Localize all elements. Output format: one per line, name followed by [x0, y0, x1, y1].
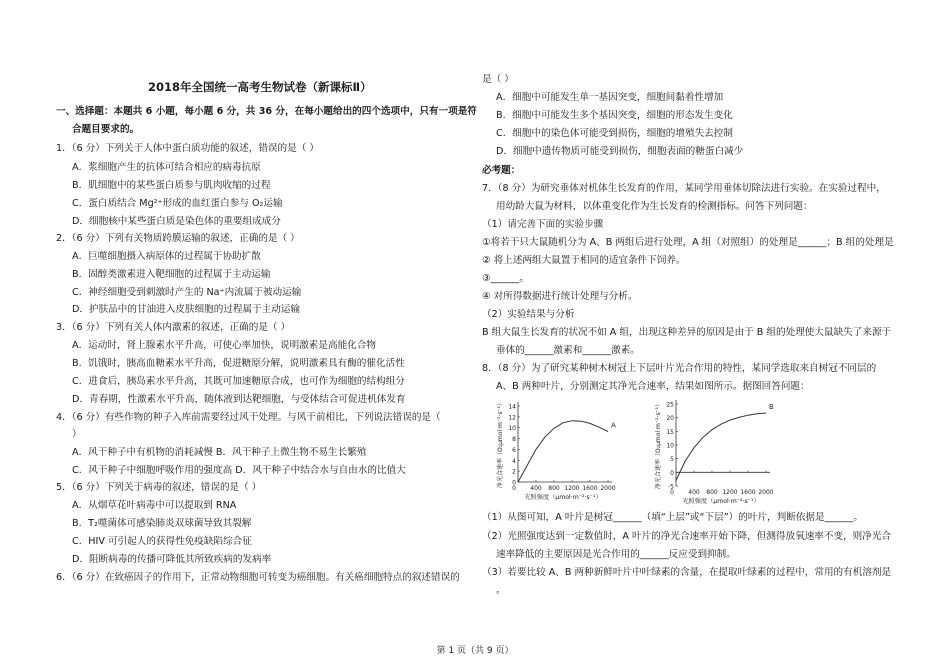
chart-a-y-tick-label: 2 — [512, 468, 516, 476]
chart-b-series-line — [676, 413, 766, 481]
q8-line-2: A、B 两种叶片，分别测定其净光合速率，结果如图所示。据图回答问题： — [496, 381, 810, 392]
q7-line-4: ①将若干只大鼠随机分为 A、B 两组后进行处理，A 组（对照组）的处理是______；B 组的处理是 — [482, 237, 894, 248]
q1-stem: 1．（6 分）下列关于人体中蛋白质功能的叙述，错误的是（ ） — [56, 143, 319, 154]
q7-line-10: 垂体的______激素和______激素。 — [496, 345, 640, 356]
q4-options-ab: A．风干种子中有机物的消耗减慢 B．风干种子上微生物不易生长繁殖 — [72, 447, 367, 458]
chart-a-y-tick-label: 4 — [512, 457, 516, 465]
q3-option-c: C．进食后，胰岛素水平升高，其既可加速糖原合成，也可作为细胞的结构组分 — [72, 376, 405, 387]
q2-option-a: A．巨噬细胞摄入病原体的过程属于协助扩散 — [72, 251, 261, 262]
chart-a-y-tick-label: 0 — [512, 479, 516, 487]
chart-a-series-line — [518, 421, 608, 482]
page-title: 2018年全国统一高考生物试卷（新课标Ⅱ） — [148, 80, 372, 94]
q6-stem-cont: 是（ ） — [482, 74, 514, 85]
q6-stem: 6．（6 分）在致癌因子的作用下，正常动物细胞可转变为癌细胞。有关癌细胞特点的叙述错误的 — [56, 572, 460, 583]
q7-line-2: 用幼龄大鼠为材料，以体重变化作为生长发育的检测指标。问答下列问题： — [496, 201, 813, 212]
chart-a-origin-label: 0 — [512, 485, 516, 492]
chart-a-x-label: 光照强度（μmol·m⁻²·s⁻¹） — [524, 494, 602, 501]
q1-option-b: B．肌细胞中的某些蛋白质参与肌肉收缩的过程 — [72, 180, 271, 191]
q2-option-c: C．神经细胞受到刺激时产生的 Na⁺内流属于被动运输 — [72, 287, 302, 298]
q5-option-c: C．HIV 可引起人的获得性免疫缺陷综合征 — [72, 536, 252, 547]
page-footer: 第 1 页（共 9 页） — [436, 646, 514, 656]
chart-b-x-label: 光照强度（μmol·m⁻²·s⁻¹） — [682, 498, 760, 504]
q6-option-a: A．细胞中可能发生单一基因突变，细胞间黏着性增加 — [496, 92, 724, 103]
q4-stem: 4．（6 分）有些作物的种子入库前需要经过风干处理。与风干前相比，下列说法错误的是（ — [56, 412, 441, 423]
chart-b — [634, 394, 794, 504]
q7-line-7: ④ 对所得数据进行统计处理与分析。 — [482, 291, 638, 302]
chart-a-x-tick-label: 1200 — [564, 485, 580, 492]
chart-a-series-label: A — [611, 421, 616, 430]
q7-line-3: （1）请完善下面的实验步骤 — [482, 219, 604, 230]
q4-options-cd: C．风干种子中细胞呼吸作用的强度高 D．风干种子中结合水与自由水的比值大 — [72, 465, 406, 476]
chart-a-y-label: 净光合速率（O₂μmol·m⁻²·s⁻¹） — [497, 399, 504, 489]
chart-b-y-tick-label: 10 — [666, 442, 674, 450]
chart-b-y-tick-label: 15 — [666, 428, 674, 436]
chart-a-y-tick-label: 14 — [508, 403, 516, 411]
q3-option-d: D．青春期，性激素水平升高，随体液到达靶细胞，与受体结合可促进机体发育 — [72, 394, 406, 405]
chart-a — [478, 394, 634, 504]
q6-option-c: C．细胞中的染色体可能受到损伤，细胞的增殖失去控制 — [496, 128, 733, 139]
q8-line-5: 速率降低的主要原因是光合作用的______反应受到抑制。 — [496, 549, 736, 560]
q3-option-b: B．饥饿时，胰高血糖素水平升高，促进糖原分解，说明激素具有酶的催化活性 — [72, 358, 405, 369]
q6-option-b: B．细胞中可能发生多个基因突变，细胞的形态发生变化 — [496, 110, 733, 121]
q2-option-b: B．固醇类激素进入靶细胞的过程属于主动运输 — [72, 269, 271, 280]
q5-stem: 5．（6 分）下列关于病毒的叙述，错误的是（ ） — [56, 482, 262, 493]
q2-option-d: D．护肤品中的甘油进入皮肤细胞的过程属于主动运输 — [72, 304, 301, 315]
chart-b-y-tick-label: 25 — [666, 401, 674, 409]
q3-option-a: A．运动时，肾上腺素水平升高，可使心率加快，说明激素是高能化合物 — [72, 340, 376, 351]
chart-b-y-tick-label: 5 — [670, 456, 674, 464]
q6-option-d: D．细胞中遗传物质可能受到损伤，细胞表面的糖蛋白减少 — [496, 146, 744, 157]
q5-option-d: D．阻断病毒的传播可降低其所致疾病的发病率 — [72, 554, 272, 565]
chart-b-x-tick-label: 2000 — [758, 489, 774, 496]
q7-line-6: ③______。 — [482, 273, 529, 284]
section-heading-cont: 合题目要求的。 — [72, 124, 140, 135]
q1-option-a: A．浆细胞产生的抗体可结合相应的病毒抗原 — [72, 162, 261, 173]
chart-a-x-tick-label: 1600 — [582, 485, 598, 492]
q7-line-9: B 组大鼠生长发育的状况不如 A 组，出现这种差异的原因是由于 B 组的处理使大鼠缺失了来源于 — [482, 327, 892, 338]
q7-line-5: ② 将上述两组大鼠置于相同的适宜条件下饲养。 — [482, 255, 686, 266]
chart-b-y-tick-label: 0 — [670, 469, 674, 477]
chart-b-x-tick-label: 1200 — [722, 489, 738, 496]
q7-line-1: 7．（8 分）为研究垂体对机体生长发育的作用，某同学用垂体切除法进行实验。在实验过程中， — [482, 183, 886, 194]
q2-stem: 2．（6 分）下列有关物质跨膜运输的叙述，正确的是（ ） — [56, 233, 300, 244]
q5-option-a: A．从烟草花叶病毒中可以提取到 RNA — [72, 500, 237, 511]
q1-option-c: C．蛋白质结合 Mg²⁺形成的血红蛋白参与 O₂运输 — [72, 198, 283, 209]
q7-line-8: （2）实验结果与分析 — [482, 309, 575, 320]
chart-a-y-tick-label: 8 — [512, 436, 516, 444]
chart-b-x-tick-label: 1600 — [740, 489, 756, 496]
chart-b-origin-label: 0 — [670, 489, 674, 496]
chart-a-x-tick-label: 800 — [548, 485, 560, 492]
chart-a-x-tick-label: 2000 — [600, 485, 616, 492]
section-heading: 一、选择题：本题共 6 小题，每小题 6 分，共 36 分，在每小题给出的四个选项中，只有一项是符 — [56, 106, 477, 117]
q8-line-4: （2）光照强度达到一定数值时，A 叶片的净光合速率开始下降，但测得放氧速率不变，则净光合 — [482, 531, 892, 542]
chart-a-y-tick-label: 10 — [508, 425, 516, 433]
q1-option-d: D．细胞核中某些蛋白质是染色体的重要组成成分 — [72, 216, 281, 227]
required-heading: 必考题： — [482, 165, 521, 176]
chart-a-y-tick-label: 12 — [508, 414, 516, 422]
chart-b-y-tick-label: -5 — [668, 483, 674, 491]
chart-a-x-tick-label: 400 — [530, 485, 542, 492]
chart-b-series-label: B — [769, 403, 774, 412]
chart-b-x-tick-label: 800 — [706, 489, 718, 496]
chart-b-x-tick-label: 400 — [688, 489, 700, 496]
q8-line-3: （1）从图可知，A 叶片是树冠______（填“上层”或“下层”）的叶片，判断依据是______。 — [482, 512, 863, 523]
q8-line-6: （3）若要比较 A、B 两种新鲜叶片中叶绿素的含量，在提取叶绿素的过程中，常用的有机溶剂是 — [482, 567, 892, 578]
chart-b-y-label: 净光合速率（O₂μmol·m⁻²·s⁻¹） — [655, 400, 662, 490]
q3-stem: 3．（6 分）下列有关人体内激素的叙述，正确的是（ ） — [56, 322, 291, 333]
chart-b-y-tick-label: 20 — [666, 415, 674, 423]
chart-a-y-tick-label: 6 — [512, 446, 516, 454]
q5-option-b: B．T₂噬菌体可感染肺炎双球菌导致其裂解 — [72, 518, 252, 529]
q8-line-1: 8．（8 分）为了研究某种树木树冠上下层叶片光合作用的特性，某同学选取来自树冠不同层的 — [482, 363, 877, 374]
q8-line-7: 。 — [496, 585, 506, 596]
q4-stem-cont: ） — [72, 429, 82, 440]
